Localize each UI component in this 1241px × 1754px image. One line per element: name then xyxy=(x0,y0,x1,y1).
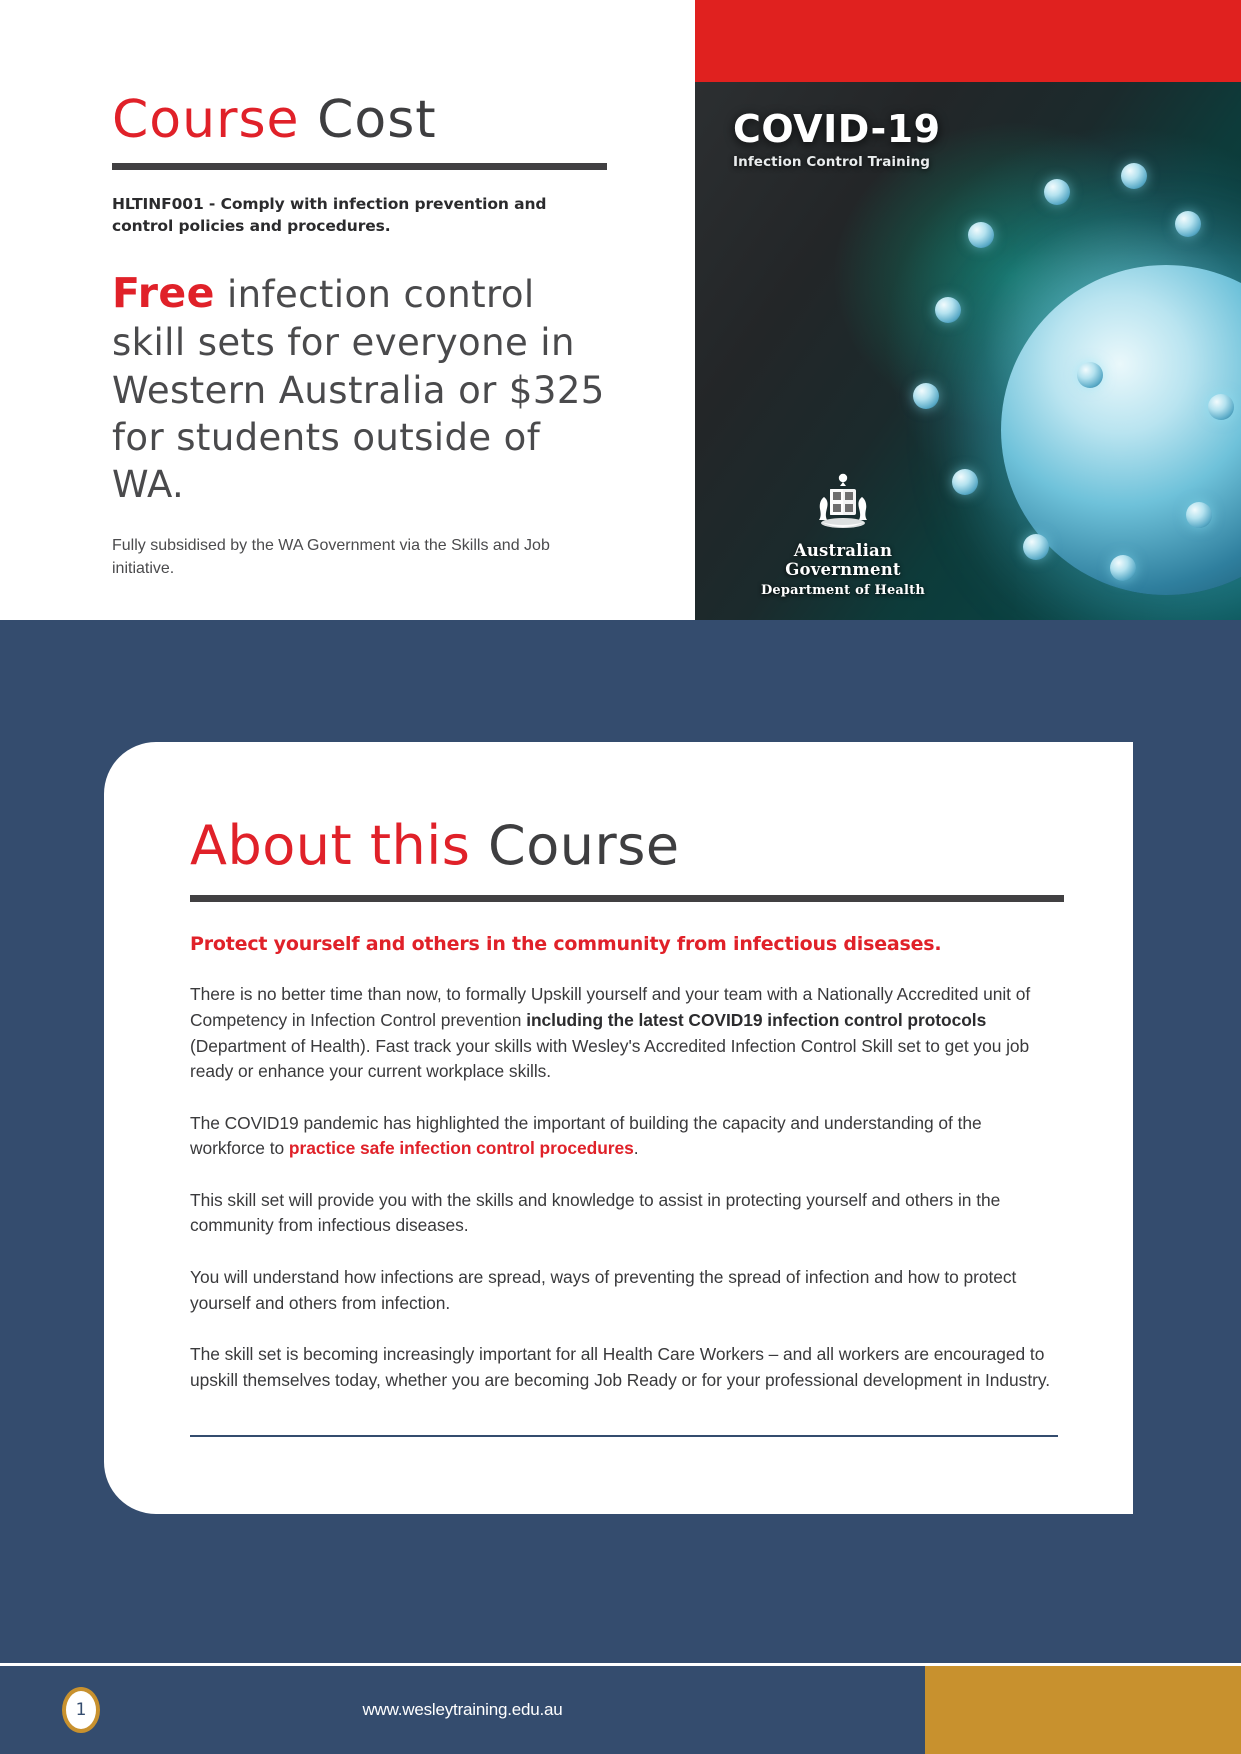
about-heading-red: About this xyxy=(190,814,471,877)
page-title-dark: Cost xyxy=(317,90,437,150)
covid-image-panel xyxy=(695,0,1241,620)
title-divider xyxy=(112,163,607,170)
virus-spike-icon xyxy=(1186,502,1212,528)
footer-accent-block xyxy=(925,1666,1241,1754)
paragraph-1-bold: including the latest COVID19 infection control protocols xyxy=(526,1009,987,1030)
virus-spike-icon xyxy=(1175,211,1201,237)
covid-title-group xyxy=(733,107,941,170)
about-heading-dark: Course xyxy=(488,814,680,877)
about-paragraph-4: You will understand how infections are spread, ways of preventing the spread of infection and how to protect yourself and others from infection. xyxy=(190,1267,1017,1313)
paragraph-2-highlight: practice safe infection control procedures xyxy=(288,1138,634,1159)
government-name: Australian Government xyxy=(785,541,901,579)
price-free-word: Free xyxy=(112,268,215,317)
about-bottom-divider xyxy=(190,1435,1058,1437)
about-paragraph-3: This skill set will provide you with the skills and knowledge to assist in protecting yourself and others in the community from infectious diseases. xyxy=(190,1189,1001,1236)
price-detail-text: infection control skill sets for everyone in Western Australia or $325 for students outside of WA. xyxy=(112,272,605,507)
unit-code-text: HLTINF001 - Comply with infection prevention and control policies and procedures. xyxy=(112,195,547,235)
footer-website-url[interactable]: www.wesleytraining.edu.au xyxy=(362,1700,563,1719)
about-heading xyxy=(190,814,1041,877)
covid-subtitle: Infection Control Training xyxy=(733,154,931,170)
covid-title: COVID-19 xyxy=(733,107,941,151)
virus-spike-icon xyxy=(1044,179,1070,205)
virus-spike-icon xyxy=(913,383,939,409)
paragraph-1-part-a: There is no better time than now, to formally Upskill yourself and your team with a Nationally Accredited unit of Competency in Infection Control prevention xyxy=(190,984,1031,1030)
about-course-card xyxy=(104,742,1133,1514)
course-cost-block xyxy=(112,92,612,580)
virus-spike-icon xyxy=(968,222,994,248)
about-tagline: Protect yourself and others in the community from infectious diseases. xyxy=(190,932,942,955)
virus-spike-icon xyxy=(1023,534,1049,560)
about-paragraph-5: The skill set is becoming increasingly important for all Health Care Workers – and all workers are encouraged to upskill themselves today, whether you are becoming Job Ready or for your professional development in Industry. xyxy=(190,1344,1050,1390)
virus-spike-icon xyxy=(935,297,961,323)
course-cost-section xyxy=(0,0,695,620)
government-department: Department of Health xyxy=(760,583,926,598)
red-accent-bar xyxy=(695,0,1241,82)
paragraph-2-part-b: . xyxy=(633,1138,639,1159)
virus-spike-icon xyxy=(1077,362,1103,388)
about-card-content xyxy=(104,742,1133,1437)
footer-main-bar xyxy=(0,1666,925,1754)
price-headline xyxy=(112,267,612,509)
paragraph-2-part-a: The COVID19 pandemic has highlighted the important of building the capacity and understanding of the workforce to xyxy=(190,1112,982,1159)
virus-spike-icon xyxy=(1121,163,1147,189)
about-paragraph-1 xyxy=(190,982,1058,1084)
paragraph-1-part-b: (Department of Health). Fast track your skills with Wesley's Accredited Infection Control Skill set to get you job ready or enhance your current workplace skills. xyxy=(190,1035,1030,1082)
page-title xyxy=(112,92,612,149)
page-number-badge: 1 xyxy=(62,1687,100,1733)
australian-government-logo xyxy=(743,473,943,598)
subsidy-note: Fully subsidised by the WA Government via the Skills and Job initiative. xyxy=(112,536,550,577)
about-divider xyxy=(190,895,1064,902)
virus-spike-icon xyxy=(952,469,978,495)
coat-of-arms-icon xyxy=(804,473,882,535)
page-footer xyxy=(0,1666,1241,1754)
about-paragraph-2 xyxy=(190,1111,1058,1162)
page-title-red: Course xyxy=(112,90,300,150)
virus-photo xyxy=(695,82,1241,620)
